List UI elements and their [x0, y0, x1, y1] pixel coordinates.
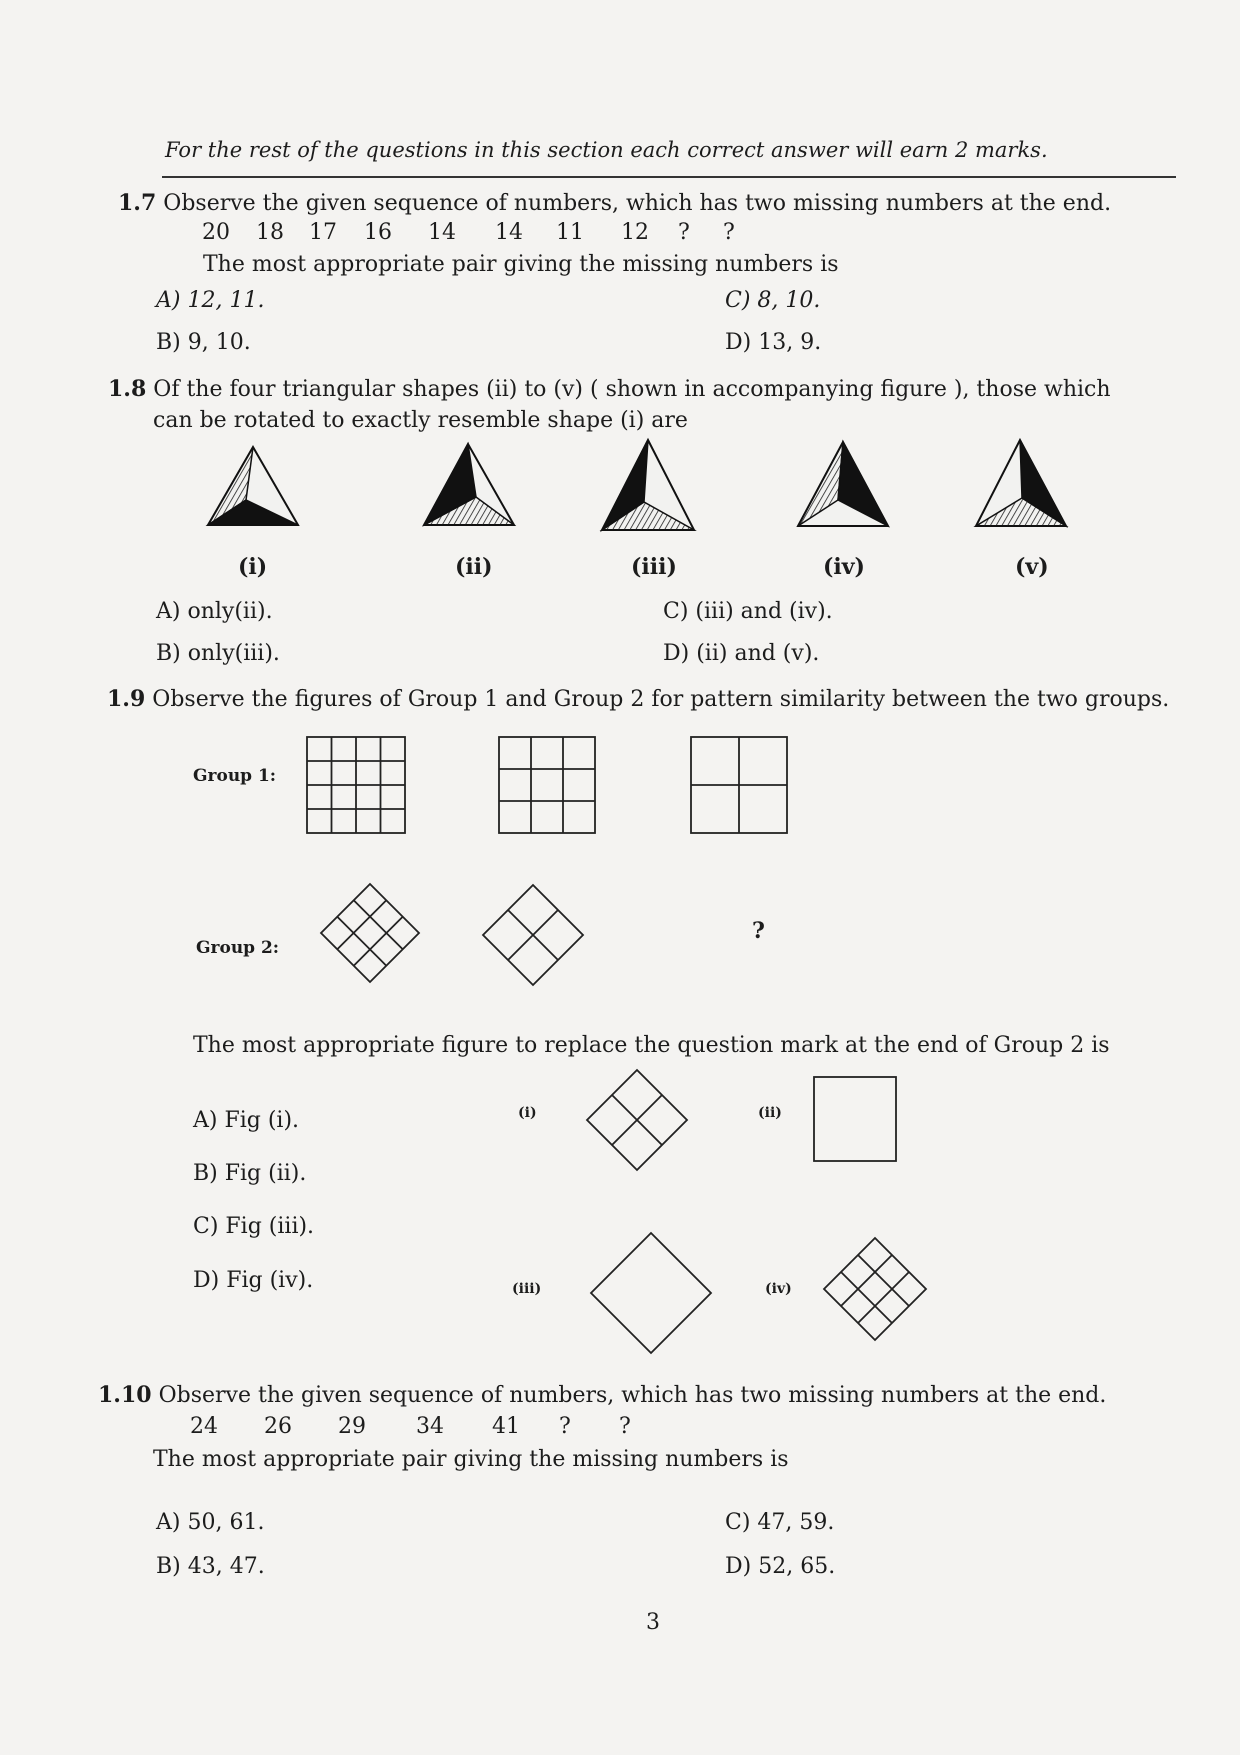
- q18-label-i: (i): [238, 554, 268, 580]
- q18-label-iv: (iv): [823, 554, 865, 580]
- option-fig-iii: [591, 1233, 711, 1353]
- q17-seq-item: ?: [678, 220, 690, 245]
- q17-seq-item: 12: [621, 220, 649, 245]
- group2-diamond-2x2: [483, 885, 583, 985]
- fig-label-iii: (iii): [512, 1281, 542, 1297]
- group1-grid-2x2: [691, 737, 787, 833]
- group2-diamond-3x3: [321, 884, 419, 982]
- q18-option-d[interactable]: D) (ii) and (v).: [663, 641, 820, 666]
- q17-seq-item: 14: [428, 220, 456, 245]
- group2-question-mark: ?: [752, 918, 765, 944]
- q18-label-iii: (iii): [631, 554, 677, 580]
- q110-seq-item: ?: [559, 1414, 571, 1439]
- q17-seq-item: 14: [495, 220, 523, 245]
- fig-label-ii: (ii): [758, 1105, 782, 1121]
- q17-seq-item: 18: [256, 220, 284, 245]
- q110-seq-item: 24: [190, 1414, 218, 1439]
- q110-seq-item: ?: [619, 1414, 631, 1439]
- group2-label: Group 2:: [196, 938, 280, 958]
- q18-number: 1.8: [108, 376, 147, 402]
- q18-stem-line2: can be rotated to exactly resemble shape (i) are: [153, 408, 688, 433]
- q110-prompt: The most appropriate pair giving the missing numbers is: [153, 1447, 789, 1472]
- q110-option-a[interactable]: A) 50, 61.: [156, 1510, 265, 1535]
- q18-option-a[interactable]: A) only(ii).: [156, 599, 273, 624]
- q110-seq-item: 41: [492, 1414, 520, 1439]
- option-fig-ii: [814, 1077, 896, 1161]
- q17-prompt: The most appropriate pair giving the missing numbers is: [203, 252, 839, 277]
- q18-label-ii: (ii): [455, 554, 493, 580]
- q17-option-b[interactable]: B) 9, 10.: [156, 330, 251, 355]
- q18-label-v: (v): [1015, 554, 1049, 580]
- q18-option-b[interactable]: B) only(iii).: [156, 641, 280, 666]
- q17-text: Observe the given sequence of numbers, which has two missing numbers at the end.: [163, 191, 1112, 216]
- q17-seq-item: 11: [556, 220, 584, 245]
- fig-label-iv: (iv): [765, 1281, 792, 1297]
- q17-seq-item: 17: [309, 220, 337, 245]
- q110-option-d[interactable]: D) 52, 65.: [725, 1554, 836, 1579]
- q110-option-b[interactable]: B) 43, 47.: [156, 1554, 265, 1579]
- q17-option-d[interactable]: D) 13, 9.: [725, 330, 822, 355]
- q19-option-c[interactable]: C) Fig (iii).: [193, 1214, 315, 1239]
- q17-option-a[interactable]: A) 12, 11.: [156, 288, 265, 313]
- section-note: For the rest of the questions in this section each correct answer will earn 2 marks.: [165, 138, 1048, 162]
- q19-option-b[interactable]: B) Fig (ii).: [193, 1161, 307, 1186]
- q110-stem: [98, 1384, 1106, 1407]
- q18-option-c[interactable]: C) (iii) and (iv).: [663, 599, 833, 624]
- q110-seq-item: 26: [264, 1414, 292, 1439]
- q17-option-c[interactable]: C) 8, 10.: [725, 288, 821, 313]
- option-fig-i: [587, 1070, 687, 1170]
- q17-number: 1.7: [118, 190, 157, 216]
- q18-text-line1: Of the four triangular shapes (ii) to (v) ( shown in accompanying figure ), those which: [153, 377, 1111, 402]
- q110-seq-item: 29: [338, 1414, 366, 1439]
- q19-prompt: The most appropriate figure to replace the question mark at the end of Group 2 is: [193, 1033, 1110, 1058]
- group1-label: Group 1:: [193, 766, 277, 786]
- q17-seq-item: 20: [202, 220, 230, 245]
- q110-option-c[interactable]: C) 47, 59.: [725, 1510, 835, 1535]
- q110-seq-item: 34: [416, 1414, 444, 1439]
- q17-seq-item: ?: [723, 220, 735, 245]
- q19-text: Observe the figures of Group 1 and Group 2 for pattern similarity between the two groups.: [152, 687, 1170, 712]
- q17-seq-item: 16: [364, 220, 392, 245]
- q110-sequence: [190, 1416, 631, 1438]
- q19-number: 1.9: [107, 686, 146, 712]
- page-number: 3: [646, 1610, 660, 1635]
- q110-number: 1.10: [98, 1382, 152, 1408]
- group1-grid-3x3: [499, 737, 595, 833]
- q19-option-a[interactable]: A) Fig (i).: [193, 1108, 300, 1133]
- option-fig-iv: [824, 1238, 926, 1340]
- q110-text: Observe the given sequence of numbers, which has two missing numbers at the end.: [158, 1383, 1107, 1408]
- fig-label-i: (i): [518, 1105, 537, 1121]
- q19-option-d[interactable]: D) Fig (iv).: [193, 1268, 314, 1293]
- group1-grid-4x4: [307, 737, 405, 833]
